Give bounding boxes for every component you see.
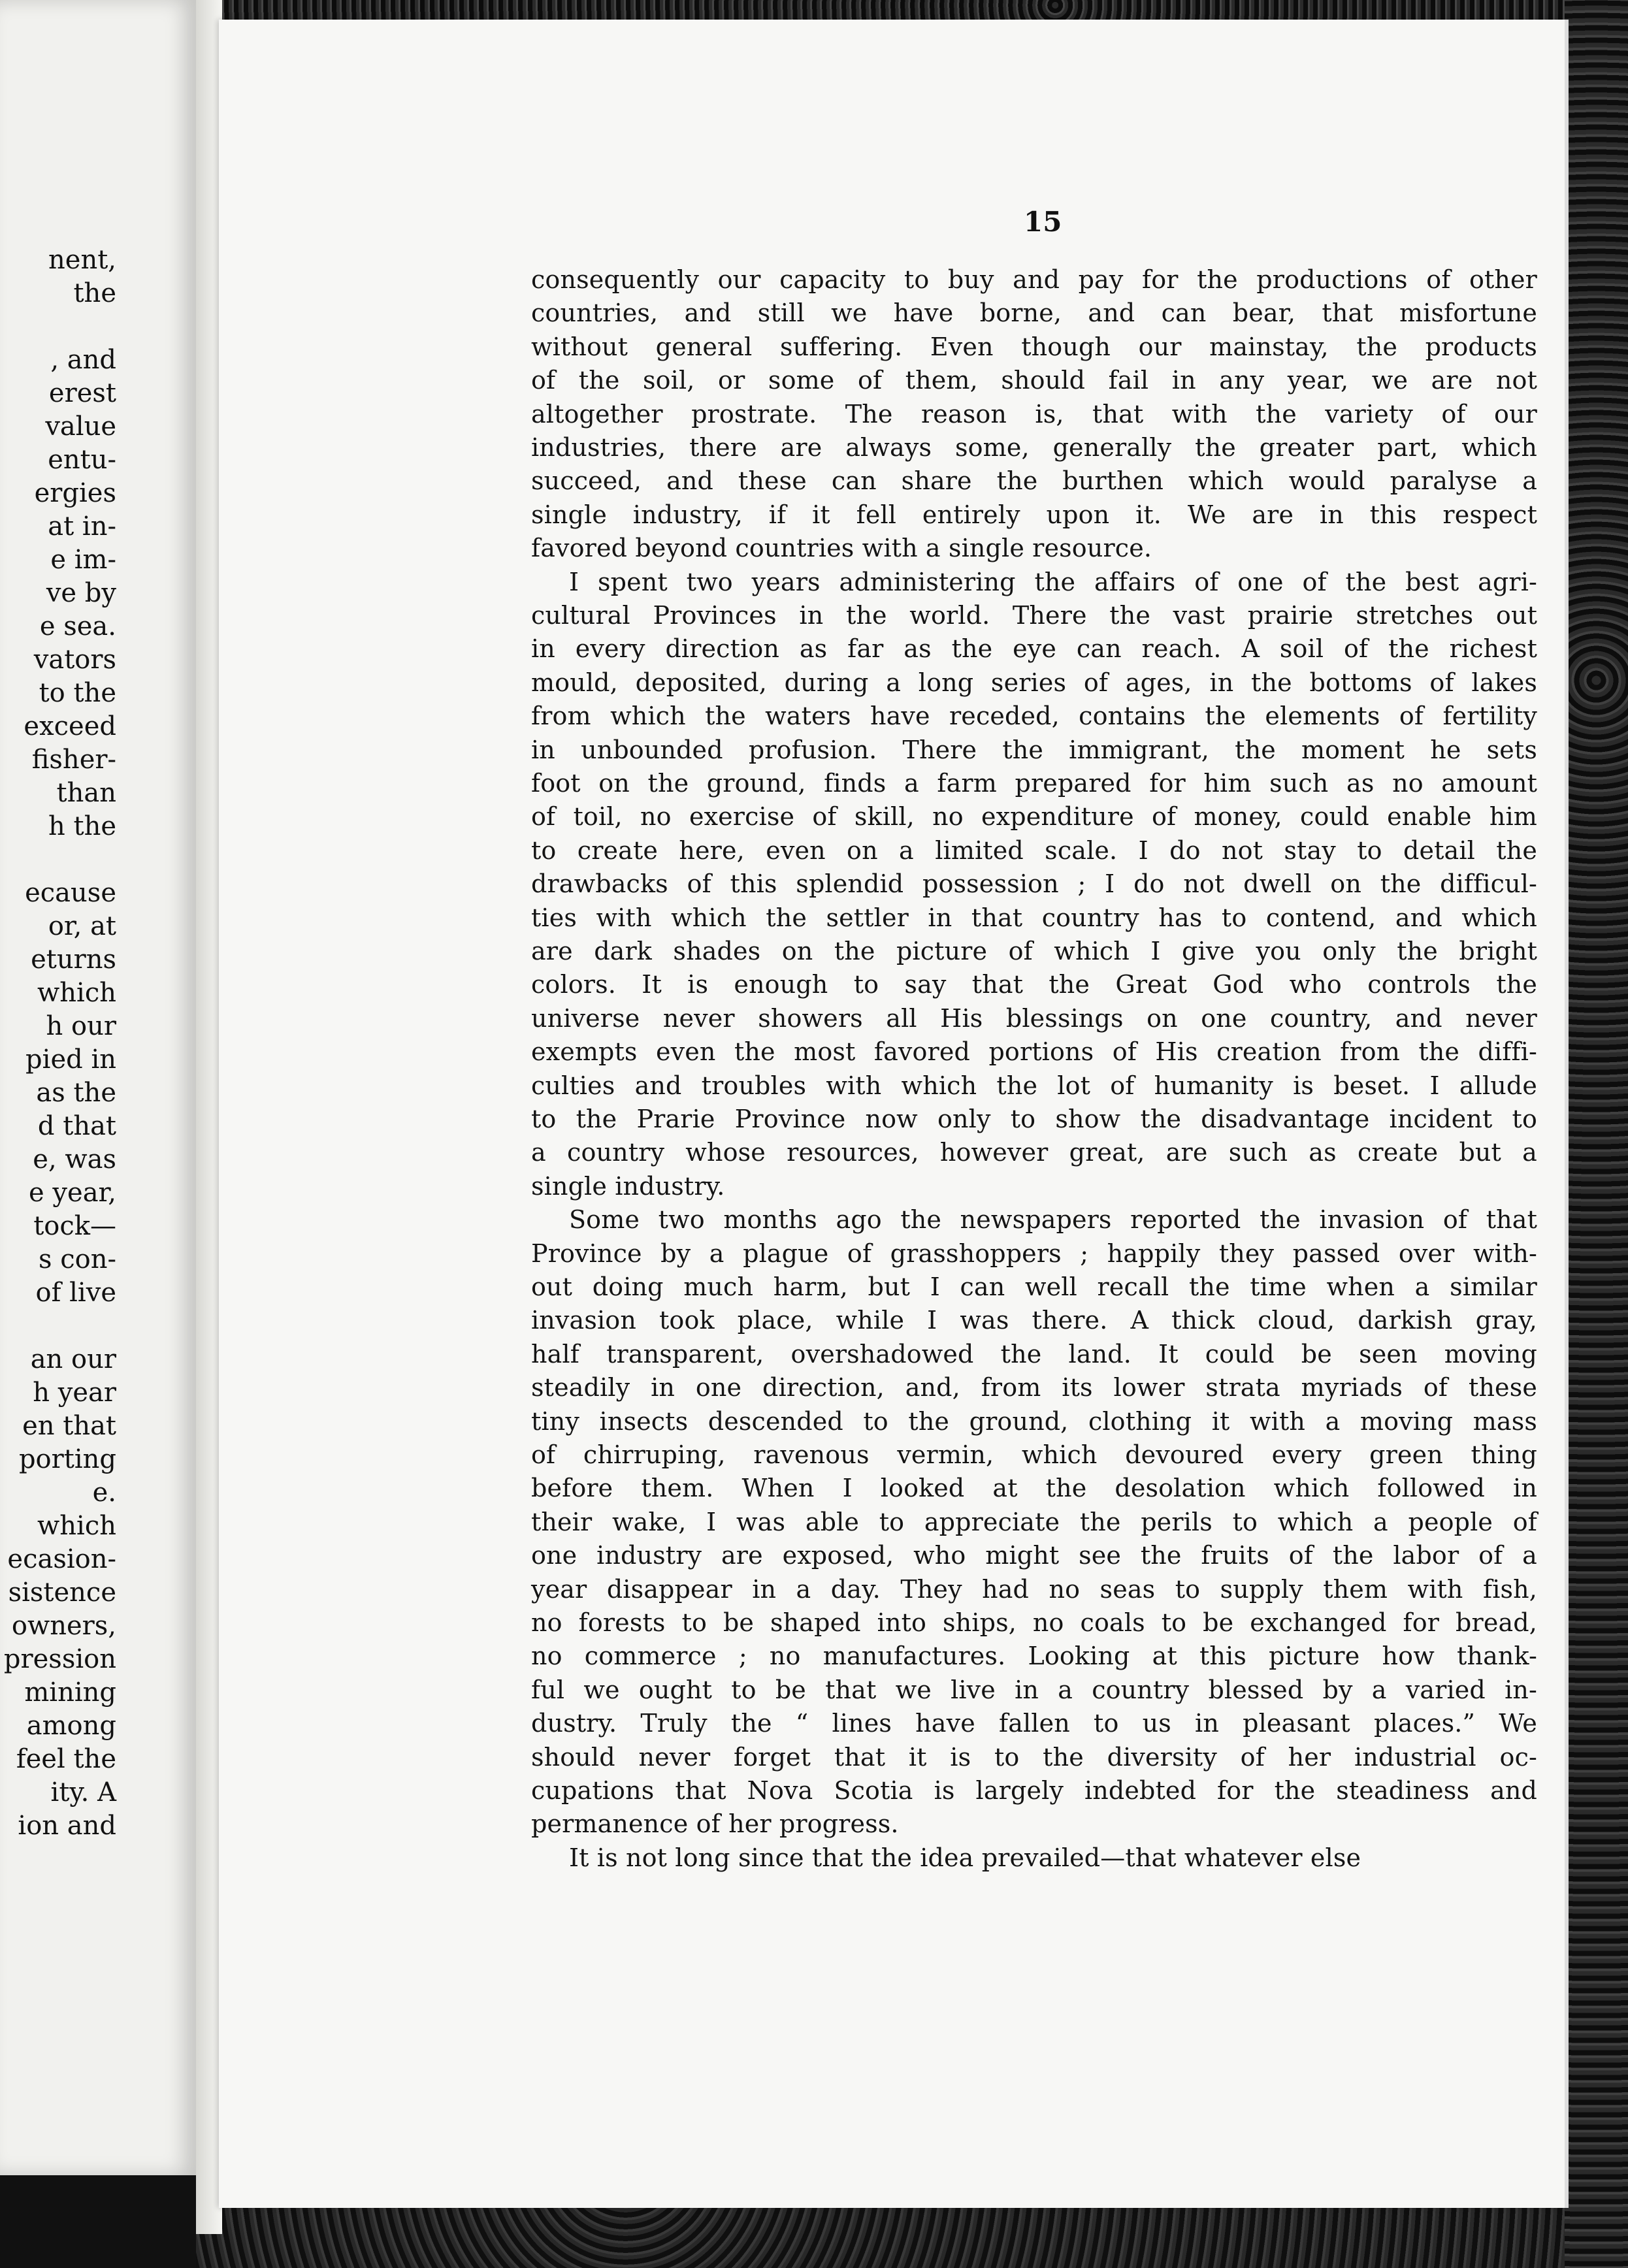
text-line: ful we ought to be that we live in a country blessed by a varied in- xyxy=(531,1676,1537,1704)
text-line: in unbounded profusion. There the immigrant, the moment he sets xyxy=(531,736,1537,764)
left-page-fragment: ergies xyxy=(34,478,116,508)
left-page-fragment: erest xyxy=(48,378,116,408)
text-line: drawbacks of this splendid possession ; I do not dwell on the difficul- xyxy=(531,869,1537,898)
text-line: dustry. Truly the “ lines have fallen to us in pleasant places.” We xyxy=(531,1709,1537,1738)
left-page-fragment: which xyxy=(37,1511,116,1541)
left-page-fragment: porting xyxy=(18,1444,116,1474)
text-line: year disappear in a day. They had no seas to supply them with fish, xyxy=(531,1575,1537,1604)
left-page-fragment: to the xyxy=(39,678,116,708)
text-line: I spent two years administering the affairs of one of the best agri- xyxy=(569,568,1537,596)
left-page-fragment: e sea. xyxy=(39,611,116,641)
text-line: one industry are exposed, who might see the fruits of the labor of a xyxy=(531,1541,1537,1570)
left-page-fragment: ve by xyxy=(46,578,116,608)
text-line: succeed, and these can share the burthen which would paralyse a xyxy=(531,466,1537,495)
left-page-fragment: , and xyxy=(50,345,116,375)
left-page-fragment: ecasion- xyxy=(7,1544,116,1574)
left-page-fragment: ecause xyxy=(25,878,116,908)
text-line: to the Prarie Province now only to show the disadvantage incident to xyxy=(531,1105,1537,1133)
text-line: cultural Provinces in the world. There the vast prairie stretches out xyxy=(531,601,1537,630)
left-page-fragment: value xyxy=(45,412,116,442)
left-page-fragment: s con- xyxy=(38,1244,116,1274)
text-line: exempts even the most favored portions of His creation from the diffi- xyxy=(531,1037,1537,1066)
text-line: colors. It is enough to say that the Great God who controls the xyxy=(531,970,1537,999)
previous-page-edge xyxy=(0,0,200,2175)
left-page-fragment: sistence xyxy=(8,1578,116,1608)
left-page-fragment: of live xyxy=(35,1278,116,1308)
left-page-fragment: exceed xyxy=(24,711,116,741)
page-number: 15 xyxy=(1024,206,1062,238)
text-line: culties and troubles with which the lot of humanity is beset. I allude xyxy=(531,1071,1537,1100)
page-gutter xyxy=(196,0,222,2234)
text-line: industries, there are always some, generally the greater part, which xyxy=(531,433,1537,462)
left-page-fragment: which xyxy=(37,978,116,1008)
left-page-fragment: nent, xyxy=(48,245,116,275)
text-line: steadily in one direction, and, from its lower strata myriads of these xyxy=(531,1373,1537,1402)
left-page-fragment: en that xyxy=(22,1411,116,1441)
text-line: It is not long since that the idea prevailed—that whatever else xyxy=(569,1843,1361,1872)
marbled-cover-right xyxy=(1565,0,1628,2268)
text-line: out doing much harm, but I can well recall the time when a similar xyxy=(531,1272,1537,1301)
text-line: to create here, even on a limited scale. I do not stay to detail the xyxy=(531,836,1537,865)
left-page-fragment: d that xyxy=(37,1111,116,1141)
left-page-fragment: ity. A xyxy=(50,1777,116,1807)
left-page-fragment: the xyxy=(73,278,116,308)
text-line: of the soil, or some of them, should fail in any year, we are not xyxy=(531,366,1537,395)
left-page-fragment: e. xyxy=(92,1478,116,1508)
text-line: should never forget that it is to the diversity of her industrial oc- xyxy=(531,1743,1537,1772)
left-page-fragment: h the xyxy=(48,811,116,841)
left-page-fragment: an our xyxy=(30,1344,116,1374)
left-page-fragment: e year, xyxy=(29,1178,116,1208)
text-line: favored beyond countries with a single resource. xyxy=(531,534,1152,562)
left-page-fragment: owners, xyxy=(11,1611,116,1641)
text-line: before them. When I looked at the desolation which followed in xyxy=(531,1474,1537,1502)
left-page-fragment: vators xyxy=(33,645,116,675)
left-page-fragment: pression xyxy=(3,1644,116,1674)
text-line: of toil, no exercise of skill, no expenditure of money, could enable him xyxy=(531,802,1537,831)
text-line: of chirruping, ravenous vermin, which devoured every green thing xyxy=(531,1440,1537,1469)
text-line: tiny insects descended to the ground, clothing it with a moving mass xyxy=(531,1407,1537,1436)
text-line: ties with which the settler in that country has to contend, and which xyxy=(531,903,1537,932)
text-line: no commerce ; no manufactures. Looking at this picture how thank- xyxy=(531,1642,1537,1670)
left-page-fragment: h year xyxy=(33,1378,116,1408)
text-line: foot on the ground, finds a farm prepared for him such as no amount xyxy=(531,769,1537,798)
left-page-fragment: feel the xyxy=(16,1744,116,1774)
left-page-fragment: among xyxy=(26,1711,116,1741)
text-line: are dark shades on the picture of which I give you only the bright xyxy=(531,937,1537,965)
text-line: single industry. xyxy=(531,1172,725,1201)
text-line: a country whose resources, however great, are such as create but a xyxy=(531,1138,1537,1167)
text-line: Some two months ago the newspapers reported the invasion of that xyxy=(569,1205,1537,1234)
left-page-fragment: e im- xyxy=(50,545,116,575)
text-line: cupations that Nova Scotia is largely indebted for the steadiness and xyxy=(531,1776,1537,1805)
text-line: invasion took place, while I was there. A thick cloud, darkish gray, xyxy=(531,1306,1537,1335)
book-page xyxy=(219,20,1565,2208)
text-line: universe never showers all His blessings on one country, and never xyxy=(531,1004,1537,1033)
left-page-fragment: entu- xyxy=(48,445,116,475)
left-page-fragment: fisher- xyxy=(31,745,116,775)
left-page-fragment: as the xyxy=(36,1078,116,1108)
text-line: no forests to be shaped into ships, no coals to be exchanged for bread, xyxy=(531,1608,1537,1637)
text-line: altogether prostrate. The reason is, that with the variety of our xyxy=(531,400,1537,429)
text-line: mould, deposited, during a long series of ages, in the bottoms of lakes xyxy=(531,668,1537,697)
left-page-fragment: at in- xyxy=(48,511,116,542)
left-page-fragment: mining xyxy=(24,1677,116,1708)
left-page-fragment: tock— xyxy=(33,1211,116,1241)
text-line: in every direction as far as the eye can reach. A soil of the richest xyxy=(531,634,1537,663)
text-line: consequently our capacity to buy and pay for the productions of other xyxy=(531,265,1537,294)
text-line: countries, and still we have borne, and can bear, that misfortune xyxy=(531,299,1537,327)
left-page-fragment: h our xyxy=(46,1011,116,1041)
left-page-fragment: pied in xyxy=(25,1045,116,1075)
text-line: from which the waters have receded, contains the elements of fertility xyxy=(531,702,1537,730)
left-page-fragment: ion and xyxy=(18,1811,116,1841)
text-line: without general suffering. Even though our mainstay, the products xyxy=(531,332,1537,361)
left-page-fragment: eturns xyxy=(31,945,116,975)
left-page-fragment: than xyxy=(56,778,116,808)
text-line: Province by a plague of grasshoppers ; happily they passed over with- xyxy=(531,1239,1537,1268)
text-line: single industry, if it fell entirely upon it. We are in this respect xyxy=(531,500,1537,529)
text-line: half transparent, overshadowed the land. It could be seen moving xyxy=(531,1340,1537,1369)
left-page-fragment: or, at xyxy=(48,911,116,941)
text-line: permanence of her progress. xyxy=(531,1809,899,1838)
text-line: their wake, I was able to appreciate the perils to which a people of xyxy=(531,1508,1537,1536)
left-page-fragment: e, was xyxy=(33,1144,116,1174)
